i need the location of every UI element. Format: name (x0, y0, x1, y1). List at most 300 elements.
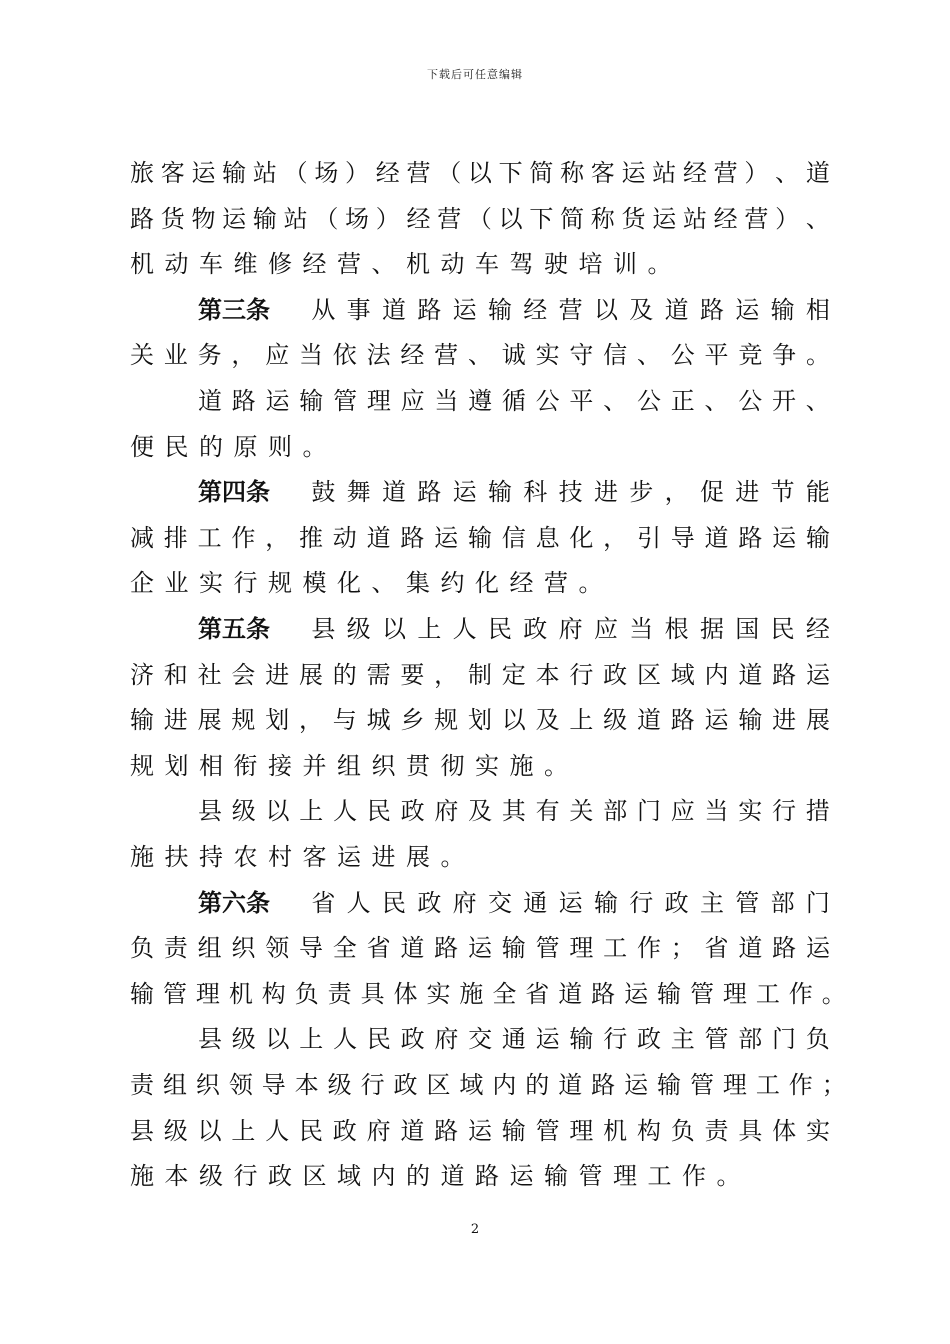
text-char: 场 (314, 159, 339, 187)
text-char: 展 (197, 706, 222, 735)
text-char: 县 (311, 615, 336, 643)
text-char: 。 (440, 843, 465, 871)
text-char: 科 (523, 478, 548, 507)
text-char: 路 (400, 523, 425, 552)
text-line (130, 244, 830, 284)
text-char: 村 (268, 843, 292, 871)
text-char: 省 (311, 888, 336, 917)
text-char: 机 (603, 1116, 628, 1145)
text-char: 经 (400, 341, 425, 370)
text-char: 化 (569, 523, 594, 552)
text-char: 输 (770, 295, 795, 324)
text-char: 及 (535, 706, 560, 735)
text-char: 公 (636, 387, 661, 415)
text-char: 道 (198, 387, 222, 415)
text-char: 上 (299, 797, 324, 826)
text-char: 作 (231, 523, 256, 552)
article-line (198, 290, 830, 330)
text-char: 府 (434, 797, 459, 826)
text-char: 民 (381, 888, 406, 917)
text-char: 责 (130, 1071, 154, 1099)
text-char: 民 (164, 432, 189, 461)
text-char: 县 (198, 1025, 222, 1054)
text-char: 输 (593, 888, 618, 917)
text-char: 责 (704, 1116, 729, 1145)
text-char: 上 (417, 615, 442, 643)
text-char: 约 (440, 569, 465, 598)
text-char: 营 (558, 295, 583, 324)
text-char: 输 (501, 1116, 526, 1145)
text-char: ， (231, 341, 256, 370)
text-char: 输 (130, 706, 154, 735)
text-char: 民 (366, 797, 391, 826)
text-char: 以 (593, 295, 618, 324)
text-char: 输 (487, 295, 512, 324)
text-char: 路 (591, 1071, 616, 1099)
text-char: 管 (704, 1025, 729, 1054)
text-char: 模 (302, 569, 327, 598)
text-char: 行 (569, 660, 594, 689)
text-char: 门 (805, 888, 830, 917)
text-char: 经 (375, 159, 400, 187)
text-char: 运 (624, 979, 649, 1008)
text-char: 以 (467, 159, 492, 187)
text-char: 政 (268, 1162, 292, 1191)
text-line (130, 518, 830, 558)
text-char: 集 (406, 569, 430, 598)
text-char: 级 (231, 1025, 256, 1054)
text-char: 负 (294, 979, 319, 1008)
text-char: 省 (366, 934, 391, 963)
text-char: 路 (130, 204, 154, 233)
text-line (130, 153, 830, 193)
text-char: 全 (332, 934, 357, 963)
text-char: ， (265, 523, 290, 552)
text-char: 内 (371, 1162, 396, 1191)
text-char: 人 (333, 1025, 358, 1054)
text-char: 运 (535, 1025, 560, 1054)
text-char: 规 (231, 706, 256, 735)
text-char: 的 (406, 1162, 430, 1191)
text-char: 领 (265, 934, 290, 963)
text-char: 营 (434, 341, 459, 370)
text-char: 站 (283, 204, 308, 233)
text-char: 及 (629, 295, 654, 324)
text-char: 输 (805, 523, 830, 552)
text-char: 组 (337, 751, 361, 780)
text-char: 路 (772, 660, 797, 689)
text-char: 修 (268, 250, 292, 279)
text-char: 管 (162, 979, 187, 1008)
text-char: 运 (509, 1162, 534, 1191)
text-char: 级 (346, 615, 371, 643)
text-char: 划 (164, 751, 189, 780)
text-char: ， (434, 660, 459, 689)
text-char: 运 (452, 295, 477, 324)
page-number: 2 (470, 1222, 480, 1237)
text-char: 道 (400, 1116, 425, 1145)
text-char: 、 (467, 341, 492, 370)
text-char: 区 (636, 660, 661, 689)
text-char: 关 (569, 797, 594, 826)
text-char: 作 (788, 1071, 813, 1099)
text-char: 措 (805, 797, 830, 826)
text-char: 人 (452, 615, 477, 643)
text-char: 场 (345, 204, 370, 233)
text-char: 当 (629, 615, 654, 643)
text-char: 物 (191, 204, 216, 233)
text-char: 本 (535, 660, 560, 689)
text-char: 施 (459, 979, 484, 1008)
text-char: 进 (735, 478, 760, 507)
text-char: 鼓 (311, 478, 336, 507)
text-char: 运 (652, 204, 677, 233)
text-char: 路 (434, 934, 459, 963)
text-char: 和 (163, 660, 188, 689)
text-char: 以 (381, 615, 406, 643)
text-char: 输 (299, 387, 324, 415)
text-char: 运 (558, 888, 583, 917)
text-char: 具 (360, 979, 385, 1008)
text-char: 贯 (406, 751, 430, 780)
text-char: 务 (197, 341, 222, 370)
text-char: 经 (406, 204, 431, 233)
text-char: 织 (195, 1071, 220, 1099)
text-char: 运 (222, 204, 247, 233)
text-char: 运 (704, 706, 729, 735)
text-line (130, 655, 830, 695)
text-char: 运 (621, 159, 646, 187)
text-char: 民 (298, 1116, 323, 1145)
text-char: 道 (664, 295, 689, 324)
text-char: 部 (738, 1025, 763, 1054)
text-line (130, 746, 830, 786)
text-char: 节 (770, 478, 795, 507)
text-char: 会 (231, 660, 256, 689)
text-char: 根 (664, 615, 689, 643)
text-char: 路 (591, 979, 616, 1008)
text-char: 货 (160, 204, 185, 233)
text-char: ） (375, 204, 400, 233)
text-char: 规 (130, 751, 154, 780)
text-char: 培 (578, 250, 603, 279)
text-char: 、 (805, 204, 830, 233)
text-char: 营 (744, 204, 769, 233)
text-char: 以 (197, 1116, 222, 1145)
text-char: 政 (393, 1071, 418, 1099)
text-char: 济 (130, 660, 154, 689)
text-char: 导 (670, 523, 695, 552)
text-char: 划 (265, 706, 290, 735)
text-char: 管 (735, 888, 760, 917)
text-char: 展 (805, 706, 830, 735)
text-char: 则 (268, 432, 292, 461)
text-char: 促 (699, 478, 724, 507)
text-char: 营 (713, 159, 738, 187)
text-char: 路 (475, 1162, 499, 1191)
text-char: 。 (647, 250, 672, 279)
text-char: 路 (738, 523, 763, 552)
text-char: 简 (560, 204, 585, 233)
text-char: 输 (130, 979, 154, 1008)
text-char: 责 (163, 934, 188, 963)
text-char: 路 (670, 706, 695, 735)
text-char: 及 (468, 797, 493, 826)
text-char: 导 (298, 934, 323, 963)
text-char: 工 (603, 934, 628, 963)
text-char: 体 (772, 1116, 797, 1145)
text-char: 训 (613, 250, 637, 279)
text-char: 管 (333, 387, 358, 415)
text-char: 的 (332, 660, 357, 689)
text-char: 动 (164, 250, 189, 279)
text-char: 经 (302, 250, 327, 279)
text-char: 实 (805, 1116, 830, 1145)
text-char: 正 (670, 387, 695, 415)
text-char: 经 (523, 295, 548, 324)
text-char: 业 (163, 341, 188, 370)
text-char: 域 (459, 1071, 484, 1099)
text-char: 经 (682, 159, 707, 187)
text-char: 输 (252, 204, 277, 233)
text-char: 理 (569, 934, 594, 963)
text-char: 人 (346, 888, 371, 917)
text-char: 动 (332, 523, 357, 552)
text-char: 。 (821, 979, 846, 1008)
text-char: 相 (199, 751, 223, 780)
text-char: 交 (487, 888, 512, 917)
text-char: 运 (452, 478, 477, 507)
text-char: 级 (603, 706, 628, 735)
text-char: 管 (689, 979, 714, 1008)
text-char: 道 (805, 159, 830, 187)
text-char: ） (345, 159, 370, 187)
text-char: 、 (775, 159, 800, 187)
text-char: 货 (621, 204, 646, 233)
text-char: 工 (755, 1071, 780, 1099)
text-char: 机 (228, 979, 253, 1008)
text-char: 技 (558, 478, 583, 507)
text-char: 便 (130, 432, 154, 461)
text-char: 主 (670, 1025, 695, 1054)
text-char: 理 (722, 1071, 747, 1099)
text-char: 运 (337, 843, 361, 871)
text-char: 化 (337, 569, 361, 598)
text-char: 输 (569, 1025, 594, 1054)
text-char: 主 (699, 888, 724, 917)
text-char: 实 (475, 751, 499, 780)
text-char: 县 (198, 797, 222, 826)
text-char: 民 (366, 1025, 391, 1054)
text-char: 进 (593, 478, 618, 507)
text-char: 运 (805, 660, 830, 689)
text-char: 道 (636, 706, 661, 735)
text-char: 城 (366, 706, 391, 735)
text-char: 车 (475, 250, 499, 279)
text-char: 导 (261, 1071, 286, 1099)
text-char: 守 (569, 341, 594, 370)
text-char: 制 (467, 660, 492, 689)
text-char: 化 (475, 569, 499, 598)
text-char: 部 (770, 888, 795, 917)
text-char: 要 (400, 660, 425, 689)
text-char: 上 (299, 1025, 324, 1054)
text-char: 运 (467, 1116, 492, 1145)
text-char: 交 (468, 1025, 493, 1054)
text-line (198, 791, 830, 831)
article-number: 第五条 (198, 615, 270, 643)
text-line (130, 427, 830, 467)
text-char: 路 (417, 295, 442, 324)
text-char: 门 (636, 797, 661, 826)
text-char: 信 (501, 523, 526, 552)
text-char: 运 (467, 934, 492, 963)
text-char: 政 (400, 1025, 425, 1054)
text-char: 信 (603, 341, 628, 370)
text-char: 织 (231, 934, 256, 963)
text-char: 经 (805, 615, 830, 643)
text-char: 级 (163, 1116, 188, 1145)
text-line (198, 381, 830, 421)
text-char: 行 (603, 1025, 628, 1054)
text-char: 客 (590, 159, 615, 187)
text-char: 省 (704, 934, 729, 963)
text-char: （ (467, 204, 492, 233)
text-char: 输 (657, 1071, 681, 1099)
text-char: 、 (805, 387, 830, 415)
text-char: 路 (231, 387, 256, 415)
text-char: 排 (163, 523, 188, 552)
text-char: 理 (569, 1116, 594, 1145)
text-char: 通 (523, 888, 548, 917)
text-char: 实 (535, 341, 560, 370)
text-char: ； (670, 934, 695, 963)
text-char: 路 (772, 934, 797, 963)
text-char: 理 (613, 1162, 637, 1191)
text-char: 。 (805, 341, 830, 370)
article-number: 第四条 (198, 478, 270, 507)
text-char: 以 (265, 797, 290, 826)
text-char: 划 (467, 706, 492, 735)
text-char: 。 (544, 751, 568, 780)
text-char: 作 (682, 1162, 706, 1191)
text-char: ， (298, 706, 323, 735)
article-line (198, 883, 830, 923)
text-char: 业 (164, 569, 189, 598)
text-char: 客 (160, 159, 185, 187)
text-char: 经 (713, 204, 738, 233)
text-char: 行 (360, 1071, 385, 1099)
text-char: 政 (400, 797, 425, 826)
text-char: 构 (636, 1116, 661, 1145)
text-char: 扶 (164, 843, 189, 871)
text-char: 能 (805, 478, 830, 507)
text-char: 管 (535, 1116, 560, 1145)
text-char: 运 (624, 1071, 649, 1099)
text-line (130, 837, 830, 877)
text-char: 旅 (130, 159, 154, 187)
article-line (198, 609, 830, 649)
text-char: 称 (560, 159, 585, 187)
text-char: 府 (434, 1025, 459, 1054)
text-char: 需 (366, 660, 391, 689)
text-char: 门 (772, 1025, 797, 1054)
text-char: 站 (252, 159, 277, 187)
text-char: 构 (261, 979, 286, 1008)
text-line (130, 335, 830, 375)
text-char: 持 (199, 843, 223, 871)
text-char: 政 (332, 1116, 357, 1145)
text-char: 输 (738, 706, 763, 735)
text-char: 区 (426, 1071, 451, 1099)
text-char: 定 (501, 660, 526, 689)
text-char: 社 (197, 660, 222, 689)
text-char: 驾 (509, 250, 534, 279)
text-char: 机 (130, 250, 154, 279)
text-char: 舞 (346, 478, 371, 507)
text-char: 道 (558, 1071, 583, 1099)
text-char: 政 (636, 1025, 661, 1054)
text-char: 关 (130, 341, 154, 370)
text-char: 动 (440, 250, 465, 279)
text-char: 国 (735, 615, 760, 643)
text-line (198, 1019, 830, 1059)
text-char: 负 (805, 1025, 830, 1054)
text-char: 行 (233, 1162, 258, 1191)
text-char: 原 (233, 432, 258, 461)
text-char: 府 (452, 888, 477, 917)
text-char: 上 (569, 706, 594, 735)
text-char: 衔 (233, 751, 258, 780)
text-char: 运 (265, 387, 290, 415)
text-char: 运 (735, 295, 760, 324)
text-char: 减 (130, 523, 154, 552)
text-char: 经 (509, 569, 534, 598)
text-char: 驶 (544, 250, 568, 279)
text-char: 道 (400, 934, 425, 963)
text-char: 的 (525, 1071, 550, 1099)
text-char: 进 (265, 660, 290, 689)
text-char: 管 (578, 1162, 603, 1191)
text-char: 机 (406, 250, 430, 279)
text-char: 。 (716, 1162, 741, 1191)
text-char: 。 (302, 432, 327, 461)
text-char: （ (283, 159, 308, 187)
text-char: 据 (699, 615, 724, 643)
text-char: 负 (130, 934, 154, 963)
text-char: 推 (298, 523, 323, 552)
text-char: 诚 (501, 341, 526, 370)
text-char: 级 (231, 797, 256, 826)
article-number: 第六条 (198, 888, 270, 917)
text-char: 运 (191, 159, 216, 187)
text-char: 路 (434, 1116, 459, 1145)
text-char: 、 (704, 387, 729, 415)
text-char: 具 (738, 1116, 763, 1145)
text-char: 彻 (440, 751, 465, 780)
text-char: 有 (535, 797, 560, 826)
text-char: 从 (311, 295, 336, 324)
text-char: 争 (772, 341, 797, 370)
text-char: 简 (529, 159, 554, 187)
text-char: 管 (535, 934, 560, 963)
text-char: 道 (558, 979, 583, 1008)
text-char: 行 (772, 797, 797, 826)
text-char: 政 (664, 888, 689, 917)
text-char: 当 (704, 797, 729, 826)
text-char: 法 (366, 341, 391, 370)
page-header: 下载后可任意编辑 (427, 68, 523, 81)
